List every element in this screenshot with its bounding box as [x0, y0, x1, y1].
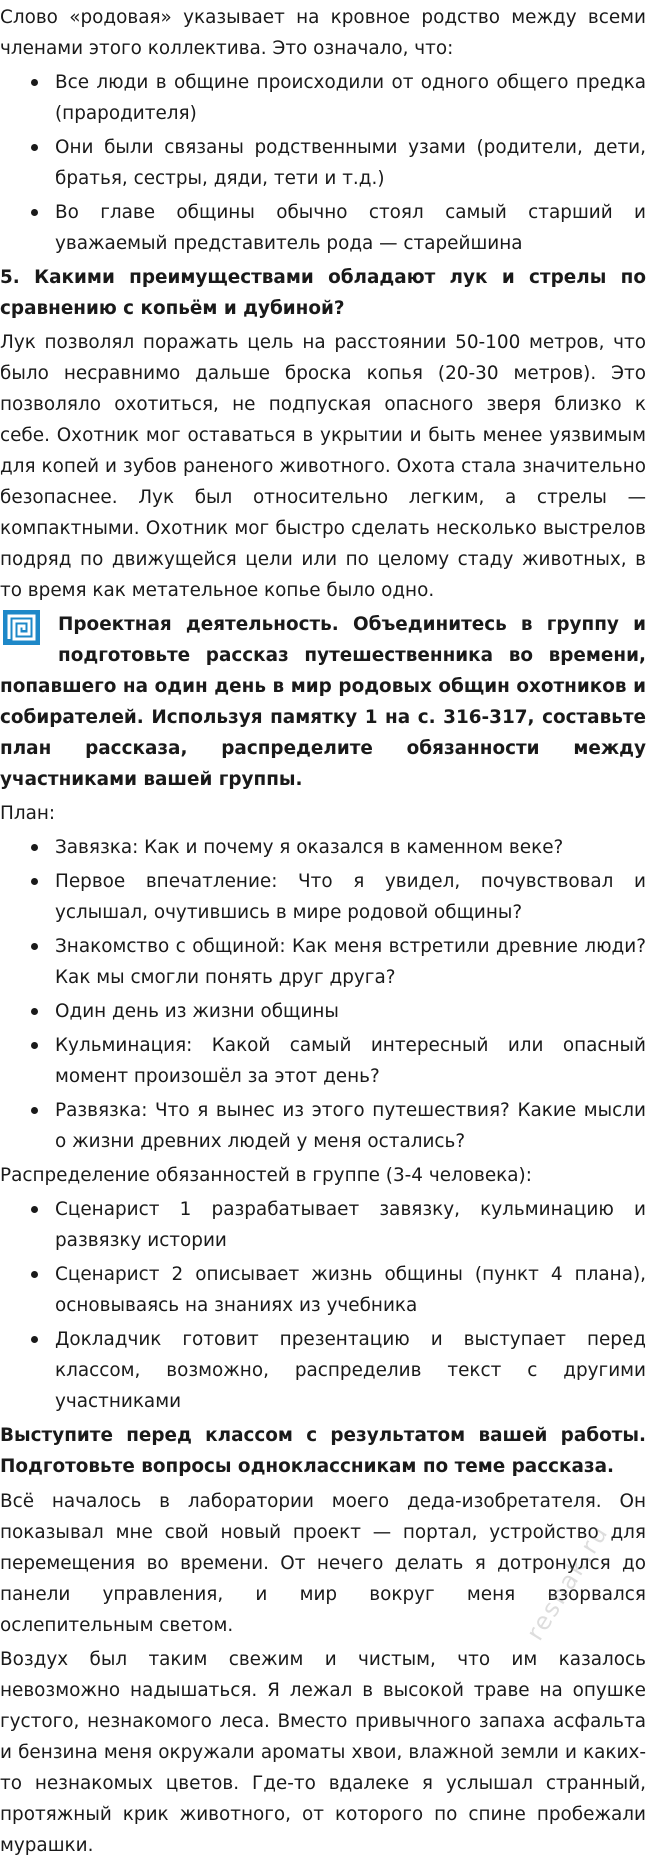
intro-bullet-list: [0, 67, 646, 259]
project-task-text: Проектная деятельность. Объединитесь в группу и подготовьте рассказ путешественника во времени, попавшего на один день в мир родовых общин охотников и собирателей. Используя памятку 1 на с. 316-317, составьте план рассказа, распределите обязанности между участниками вашей группы.: [0, 614, 646, 790]
list-item: Сценарист 1 разрабатывает завязку, кульминацию и развязку истории: [0, 1194, 646, 1256]
project-task-block: [0, 609, 646, 795]
list-item: Знакомство с общиной: Как меня встретили древние люди? Как мы смогли понять друг друга?: [0, 931, 646, 993]
list-item: Один день из жизни общины: [0, 996, 646, 1027]
spiral-square-icon: [3, 610, 40, 645]
story-paragraph-1: Всё началось в лаборатории моего деда-изобретателя. Он показывал мне свой новый проект — портал, устройство для перемещения во времени. От нечего делать я дотронулся до панели управления, и мир вокруг меня взорвался ослепительным светом.: [0, 1491, 646, 1636]
list-item: Все люди в общине происходили от одного общего предка (прародителя): [0, 67, 646, 129]
roles-label: Распределение обязанностей в группе (3-4 человека):: [0, 1165, 532, 1186]
list-item: Докладчик готовит презентацию и выступает перед классом, возможно, распределив текст с другими участниками: [0, 1324, 646, 1417]
plan-list: [0, 832, 646, 1157]
roles-list: [0, 1194, 646, 1417]
intro-paragraph: Слово «родовая» указывает на кровное родство между всеми членами этого коллектива. Это означало, что:: [0, 7, 646, 59]
list-item: Завязка: Как и почему я оказался в каменном веке?: [0, 832, 646, 863]
list-item: Кульминация: Какой самый интересный или опасный момент произошёл за этот день?: [0, 1030, 646, 1092]
watermark: reshak.ru: [520, 1519, 615, 1646]
list-item: Развязка: Что я вынес из этого путешествия? Какие мысли о жизни древних людей у меня остались?: [0, 1095, 646, 1157]
plan-label: План:: [0, 803, 56, 824]
list-item: Во главе общины обычно стоял самый старший и уважаемый представитель рода — старейшина: [0, 197, 646, 259]
list-item: Первое впечатление: Что я увидел, почувствовал и услышал, очутившись в мире родовой общины?: [0, 866, 646, 928]
answer-5-paragraph: Лук позволял поражать цель на расстоянии 50-100 метров, что было несравнимо дальше броска копья (20-30 метров). Это позволяло охотиться, не подпуская опасного зверя близко к себе. Охотник мог оставаться в укрытии и быть менее уязвимым для копей и зубов раненого животного. Охота стала значительно безопаснее. Лук был относительно легким, а стрелы — компактными. Охотник мог быстро сделать несколько выстрелов подряд по движущейся цели или по целому стаду животных, в то время как метательное копье было одно.: [0, 332, 646, 601]
story-paragraph-2: Воздух был таким свежим и чистым, что им казалось невозможно надышаться. Я лежал в высокой траве на опушке густого, незнакомого леса. Вместо привычного запаха асфальта и бензина меня окружали ароматы хвои, влажной земли и каких-то незнакомых цветов. Где-то вдалеке я услышал странный, протяжный крик животного, от которого по спине пробежали мурашки.: [0, 1649, 646, 1856]
present-task-heading: Выступите перед классом с результатом вашей работы. Подготовьте вопросы одноклассникам по теме рассказа.: [0, 1425, 646, 1477]
list-item: Сценарист 2 описывает жизнь общины (пункт 4 плана), основываясь на знаниях из учебника: [0, 1259, 646, 1321]
list-item: Они были связаны родственными узами (родители, дети, братья, сестры, дяди, тети и т.д.): [0, 132, 646, 194]
question-5-heading: 5. Какими преимуществами обладают лук и стрелы по сравнению с копьём и дубиной?: [0, 267, 646, 319]
